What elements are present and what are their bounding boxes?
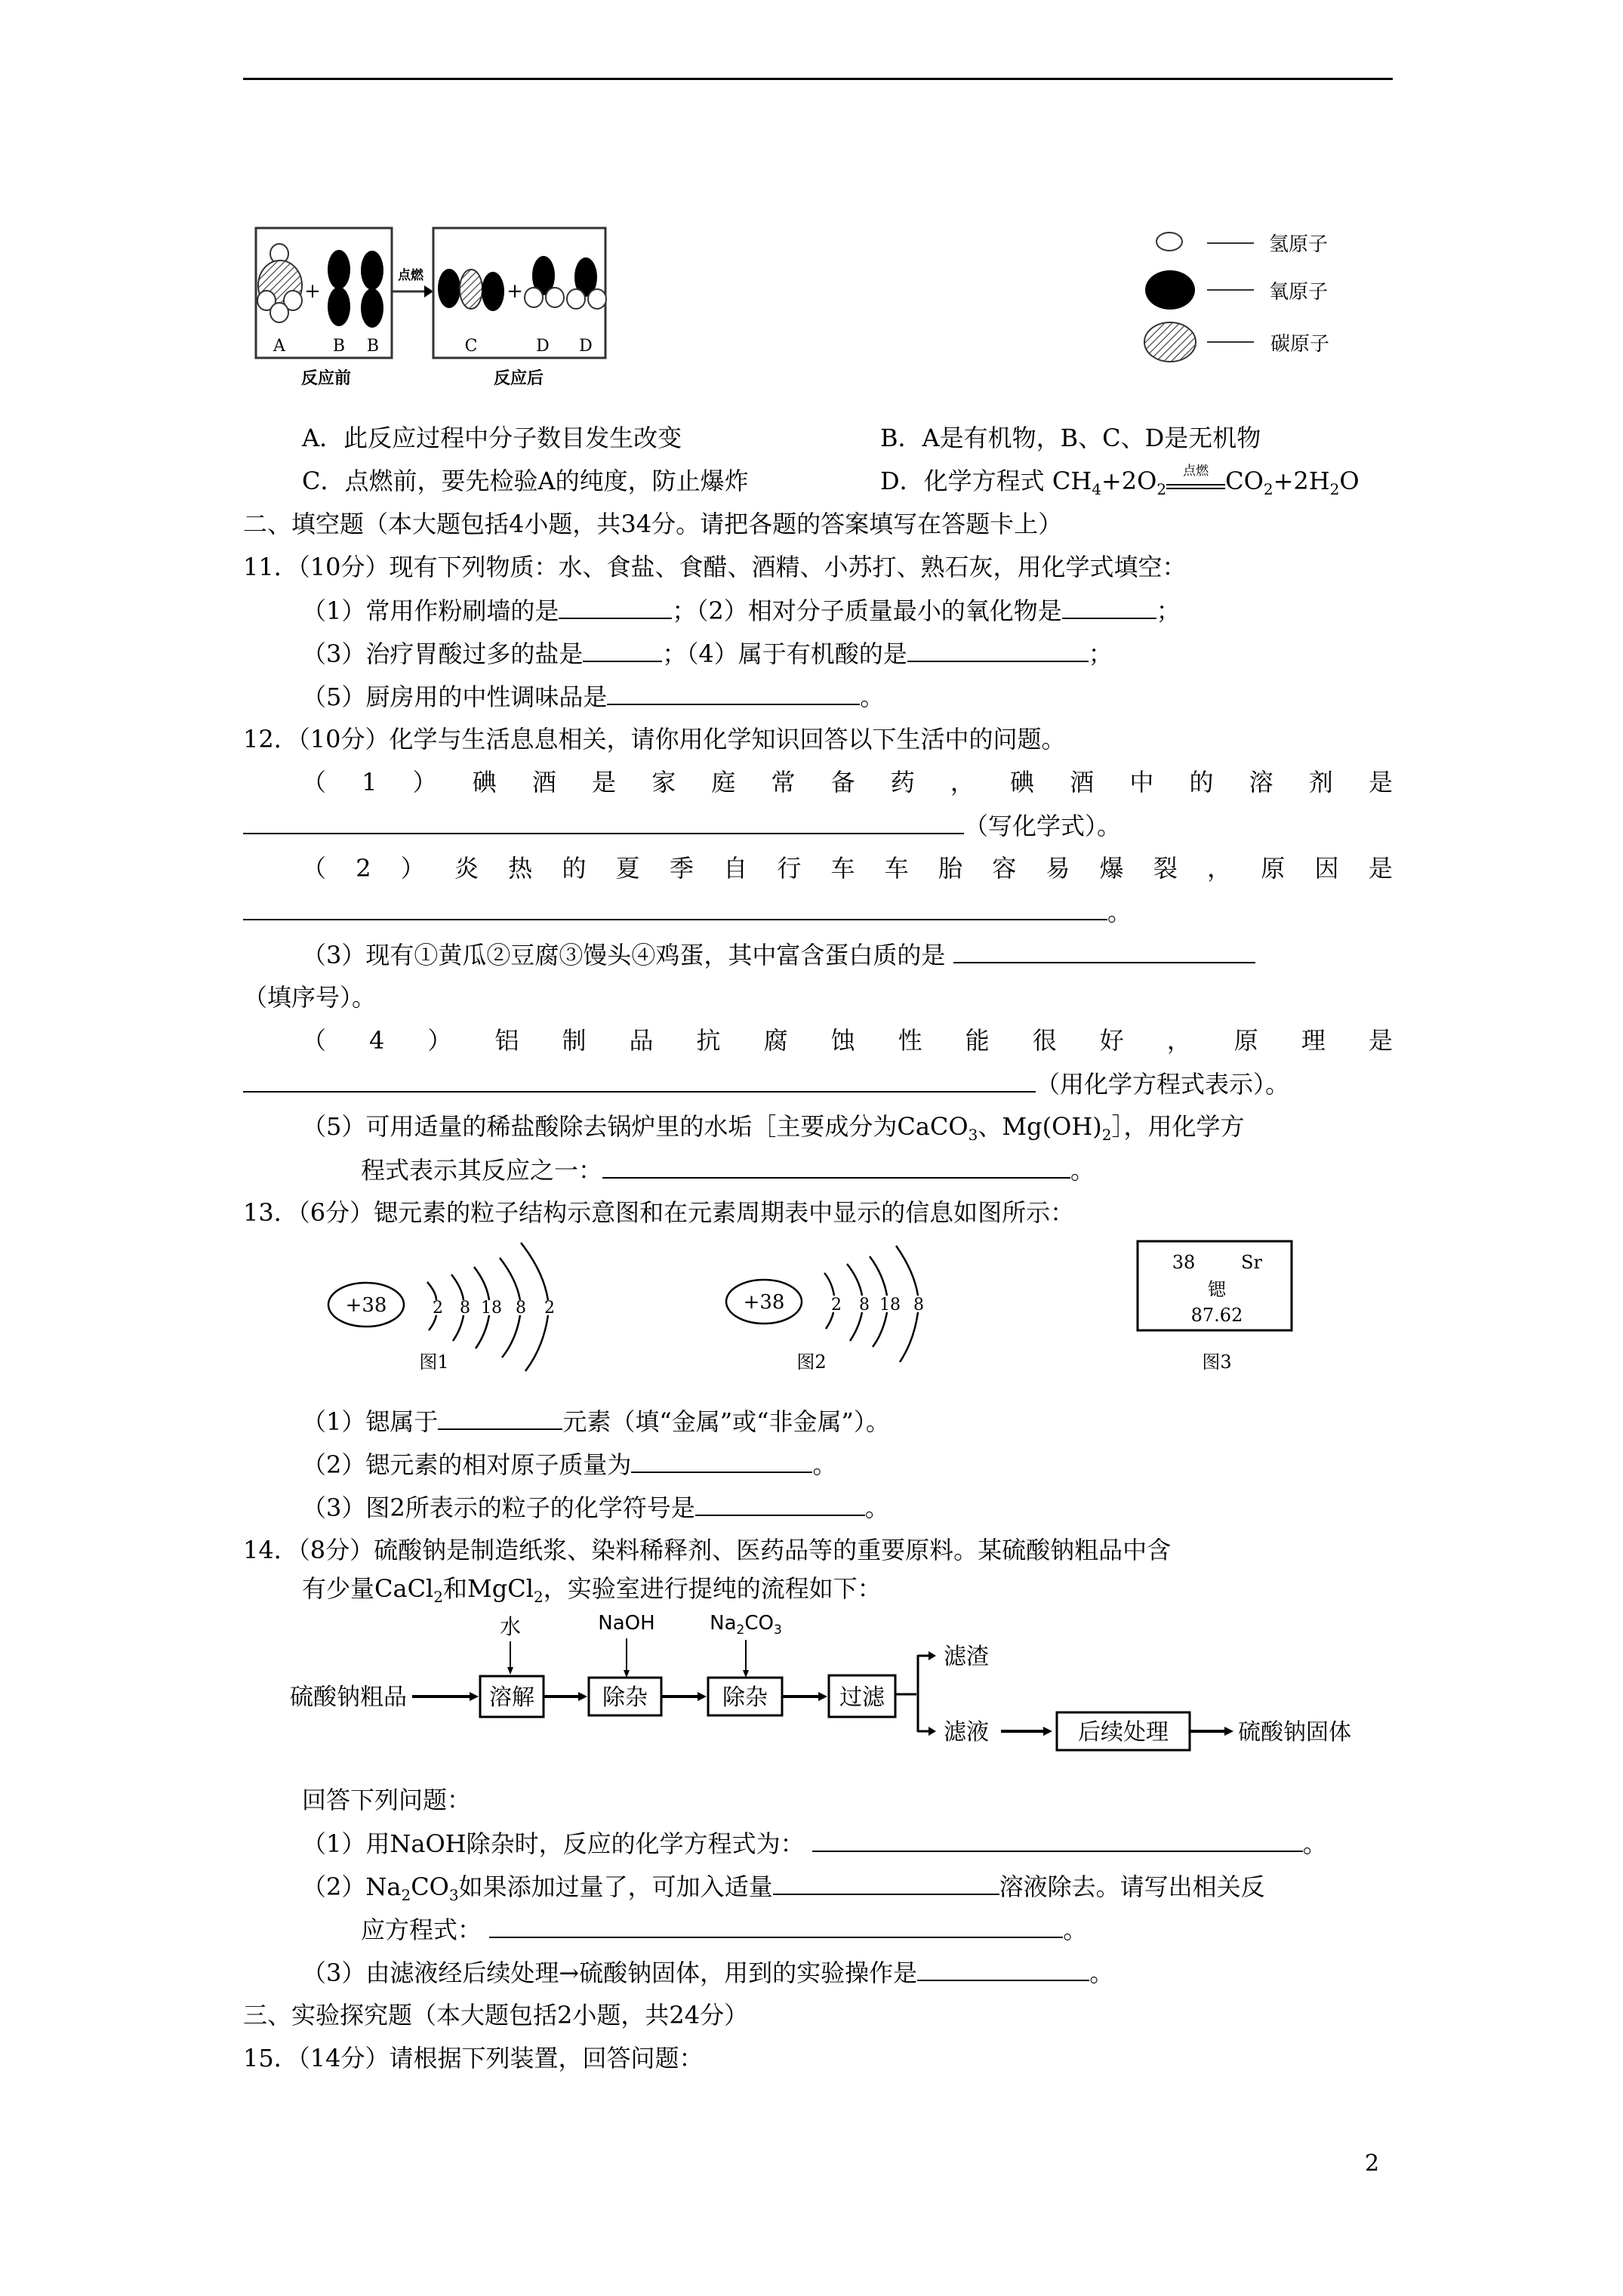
q12-part4-char: 制: [562, 1026, 587, 1055]
q12-part2-char: ，: [1207, 854, 1232, 883]
label-c: C: [464, 337, 478, 356]
q14-stem-line2: 有少量CaCl$_2$和MgCl$_2$，实验室进行提纯的流程如下：: [302, 1574, 882, 1606]
q12-part1-char: 是: [1368, 768, 1393, 797]
atom-structure-fig1: [328, 1243, 555, 1373]
q12-part2-char: （: [302, 854, 327, 883]
arrow-right-icon: [929, 1651, 936, 1660]
q12-part2-char: 是: [1368, 854, 1393, 883]
equation-condition: 点燃: [1183, 463, 1209, 479]
q12-part4-char: 能: [965, 1026, 990, 1055]
q12-part1-char: 碘: [472, 768, 497, 797]
sodium-sulfate-flowchart: [0, 1611, 1623, 1776]
option-d-prefix: D．化学方程式 CH: [880, 467, 1092, 495]
q12-part4-char: 蚀: [830, 1026, 855, 1055]
option-b: B．A是有机物，B、C、D是无机物: [880, 424, 1261, 452]
q14-part2: $(2)Na_2CO_3$如果添加过量了，可加入适量 溶液除去。请写出相关反: [302, 1869, 1265, 1912]
answer-blank[interactable]: [917, 1955, 1089, 1981]
answer-blank[interactable]: [907, 636, 1089, 662]
q12-part2-char: 季: [669, 854, 694, 883]
answer-blank[interactable]: [773, 1869, 999, 1895]
shell-count: 2: [544, 1299, 555, 1318]
q12-part1-line2: （写化学式）。: [243, 809, 1121, 843]
element-symbol: Sr: [1241, 1252, 1262, 1273]
q12-part4-char: 腐: [763, 1026, 788, 1055]
q11-line3: （5）厨房用的中性调味品是 。: [302, 680, 884, 713]
q12-stem: 12．（10分）化学与生活息息相关，请你用化学知识回答以下生活中的问题。: [243, 725, 1066, 754]
molecule-d: [525, 256, 564, 307]
q12-part4-char: 好: [1099, 1026, 1124, 1055]
q13-stem: 13．（6分）锶元素的粒子结构示意图和在元素周期表中显示的信息如图所示：: [243, 1198, 1075, 1227]
answer-blank[interactable]: [953, 938, 1255, 963]
q12-part2-char: 原: [1261, 854, 1286, 883]
molecule-b: [361, 251, 383, 328]
flow-start: 硫酸钠粗品: [290, 1684, 407, 1711]
q12-part3-tail: （填序号）。: [243, 983, 377, 1012]
q12-part2-char: 夏: [615, 854, 640, 883]
plus-sign: +: [507, 280, 523, 303]
q12-part1-char: 家: [651, 768, 676, 797]
element-name: 锶: [1208, 1279, 1226, 1300]
page-number: 2: [1365, 2150, 1380, 2177]
q12-part2-char: 爆: [1099, 854, 1124, 883]
q12-part4-char: 很: [1032, 1026, 1057, 1055]
q12-part1-char: 的: [1189, 768, 1214, 797]
q12-part4-char: 铝: [494, 1026, 519, 1055]
q12-part1-char: ）: [412, 768, 437, 797]
equals-condition: [1166, 463, 1225, 495]
q11-line2: （3）治疗胃酸过多的盐是 ；（4）属于有机酸的是 ；: [302, 636, 1113, 670]
arrow-right-icon: [578, 1692, 587, 1701]
shell-count: 2: [831, 1296, 842, 1314]
q12-part2-char: 胎: [938, 854, 962, 883]
step-filter-label: 过滤: [839, 1684, 885, 1711]
q12-part1-char: 庭: [711, 768, 736, 797]
q12-part1-char: 备: [830, 768, 855, 797]
answer-blank[interactable]: [438, 1404, 562, 1430]
option-a: A．此反应过程中分子数目发生改变: [302, 424, 682, 452]
q15-stem: 15．（14分）请根据下列装置，回答问题：: [243, 2044, 704, 2073]
arrow-right-icon: [698, 1692, 707, 1701]
legend-label-hydrogen: 氢原子: [1269, 233, 1329, 256]
q12-part1-char: 溶: [1249, 768, 1273, 797]
q13-part2: （2）锶元素的相对原子质量为 。: [302, 1447, 836, 1481]
answer-blank[interactable]: [631, 1447, 812, 1473]
q12-part2: [302, 852, 1393, 885]
arrow-right-icon: [1224, 1727, 1233, 1736]
option-d: D．化学方程式 $CH_4+2O_2$ 点燃 $CO_2+2H_2O$: [880, 463, 1360, 498]
legend-label-oxygen: 氧原子: [1269, 281, 1329, 304]
after-caption: 反应后: [493, 368, 544, 388]
q12-part2-char: 的: [562, 854, 587, 883]
nucleus-charge: +38: [743, 1291, 785, 1314]
label-d: D: [579, 337, 593, 356]
answer-blank[interactable]: [602, 1153, 1070, 1179]
atom-structure-fig2: [726, 1246, 924, 1373]
q11-line1: （1）常用作粉刷墙的是 ；（2）相对分子质量最小的氧化物是 ；: [302, 593, 1181, 627]
label-a: A: [273, 337, 285, 356]
atomic-number: 38: [1172, 1252, 1196, 1273]
q14-part3: （3）由滤液经后续处理→硫酸钠固体，用到的实验操作是 。: [302, 1955, 1113, 1989]
q12-part2-char: 裂: [1153, 854, 1178, 883]
q12-part2-char: ）: [400, 854, 425, 883]
arrow-right-icon: [470, 1692, 479, 1701]
reagent-water: 水: [499, 1614, 522, 1639]
nucleus-charge: +38: [345, 1294, 387, 1317]
shell-count: 8: [516, 1299, 526, 1318]
q12-part1-char: ，: [950, 768, 975, 797]
q12-part2-char: 热: [508, 854, 533, 883]
step-remove-impurity-1-label: 除杂: [602, 1684, 648, 1711]
shell-count: 2: [433, 1299, 443, 1318]
answer-blank[interactable]: [243, 1067, 1036, 1093]
label-d: D: [536, 337, 550, 356]
fig1-caption: 图1: [419, 1351, 449, 1373]
q12-part4-char: 品: [629, 1026, 654, 1055]
arrow-right-icon: [818, 1692, 827, 1701]
answer-blank[interactable]: [243, 895, 1107, 920]
q12-part4-char: 4: [369, 1026, 385, 1055]
answer-blank[interactable]: [243, 809, 964, 834]
hydrogen-legend-icon: [1156, 233, 1182, 251]
label-b: B: [366, 337, 380, 356]
q12-part1-char: 常: [771, 768, 796, 797]
shell-count: 8: [913, 1296, 924, 1314]
q12-part4: [302, 1024, 1393, 1057]
step-remove-impurity-2-label: 除杂: [722, 1684, 768, 1711]
legend: [1144, 233, 1329, 362]
section-3-heading: 三、实验探究题（本大题包括2小题，共24分）: [243, 2001, 749, 2029]
q12-part2-char: 自: [723, 854, 748, 883]
q12-part2-char: 车: [830, 854, 855, 883]
molecule-c: [438, 269, 504, 311]
q12-part2-char: 容: [992, 854, 1017, 883]
q12-part2-char: 易: [1046, 854, 1070, 883]
atomic-mass: 87.62: [1190, 1305, 1243, 1326]
q12-part4-char: 理: [1301, 1026, 1326, 1055]
arrow-down-icon: [507, 1667, 513, 1675]
plus-sign: +: [304, 280, 321, 303]
label-b: B: [332, 337, 346, 356]
q12-part2-char: 行: [777, 854, 802, 883]
option-c: C．点燃前，要先检验A的纯度，防止爆炸: [302, 467, 749, 495]
answer-blank[interactable]: [812, 1826, 1303, 1852]
answer-blank[interactable]: [607, 680, 860, 705]
q12-part1-char: 中: [1129, 768, 1154, 797]
q12-part4-char: 抗: [696, 1026, 721, 1055]
arrow-right-icon: [1043, 1727, 1052, 1736]
legend-label-carbon: 碳原子: [1270, 333, 1330, 356]
q12-part1-char: 酒: [531, 768, 556, 797]
q12-part4-char: ）: [427, 1026, 452, 1055]
q12-part1-char: 碘: [1010, 768, 1035, 797]
q12-part4-char: 原: [1233, 1026, 1258, 1055]
step-post-processing-label: 后续处理: [1078, 1719, 1169, 1746]
before-caption: 反应前: [300, 368, 352, 388]
q14-answer-prompt: 回答下列问题：: [302, 1786, 472, 1814]
shell-count: 18: [879, 1296, 901, 1314]
molecule-b: [328, 250, 350, 326]
q12-part2-char: 车: [884, 854, 909, 883]
reagent-na2co3: $Na_2CO_3$: [710, 1612, 782, 1638]
fig3-caption: 图3: [1202, 1351, 1232, 1373]
q12-part1-char: 酒: [1070, 768, 1095, 797]
answer-blank[interactable]: [695, 1490, 865, 1516]
q14-part1: （1）用NaOH除杂时，反应的化学方程式为： 。: [302, 1826, 1327, 1860]
q12-part5: （5）可用适量的稀盐酸除去锅炉里的水垢［主要成分为CaCO$_3$、$Mg(OH)_2]$，用化学方: [302, 1112, 1245, 1144]
flow-residue: 滤渣: [944, 1644, 989, 1670]
q12-part4-char: （: [302, 1026, 327, 1055]
answer-blank[interactable]: [489, 1912, 1063, 1938]
q12-part4-char: 性: [898, 1026, 922, 1055]
step-dissolve-label: 溶解: [489, 1684, 534, 1711]
q12-part2-char: 2: [356, 854, 371, 883]
q12-part1-char: 药: [890, 768, 915, 797]
shell-count: 8: [460, 1299, 470, 1318]
molecule-a: [257, 244, 302, 322]
fig2-caption: 图2: [796, 1351, 827, 1373]
q13-part3: （3）图2所表示的粒子的化学符号是 。: [302, 1490, 889, 1524]
section-2-heading: 二、填空题（本大题包括4小题，共34分。请把各题的答案填写在答题卡上）: [243, 510, 1063, 538]
q12-part4-line2: （用化学方程式表示）。: [243, 1067, 1289, 1101]
arrow-right-icon: [929, 1727, 936, 1736]
strontium-figures: [302, 1238, 1359, 1389]
oxygen-legend-icon: [1145, 270, 1195, 310]
shell-count: 18: [481, 1299, 502, 1318]
reaction-figure: [0, 0, 1623, 408]
q11-stem: 11．（10分）现有下列物质：水、食盐、食醋、酒精、小苏打、熟石灰，用化学式填空：: [243, 553, 1187, 581]
q12-part1: [302, 766, 1393, 799]
flow-end: 硫酸钠固体: [1238, 1719, 1351, 1746]
flow-filtrate: 滤液: [944, 1719, 989, 1746]
q12-part4-char: 是: [1368, 1026, 1393, 1055]
q12-part2-char: 炎: [454, 854, 479, 883]
q12-part2-line2: 。: [243, 895, 1132, 929]
q12-part3: （3）现有①黄瓜②豆腐③馒头④鸡蛋，其中富含蛋白质的是: [302, 938, 1255, 972]
periodic-table-cell: [1138, 1241, 1292, 1373]
condition-label: 点燃: [398, 268, 423, 283]
answer-blank[interactable]: [1062, 593, 1156, 619]
answer-blank[interactable]: [583, 636, 662, 662]
reagent-naoh: NaOH: [598, 1612, 655, 1635]
answer-blank[interactable]: [559, 593, 672, 619]
q13-part1: （1）锶属于 元素（填“金属”或“非金属”）。: [302, 1404, 890, 1438]
shell-count: 8: [859, 1296, 870, 1314]
carbon-legend-icon: [1144, 322, 1196, 362]
q12-part1-char: 剂: [1308, 768, 1333, 797]
arrow-head-icon: [424, 285, 433, 297]
molecule-d: [567, 257, 606, 309]
q12-part4-char: ，: [1166, 1026, 1191, 1055]
q14-part2-line2: 应方程式： 。: [361, 1912, 1087, 1946]
q12-part1-char: （: [302, 768, 327, 797]
q12-part2-char: 因: [1314, 854, 1339, 883]
q12-part5-line2: 程式表示其反应之一： 。: [361, 1153, 1095, 1187]
q14-stem-line1: 14．（8分）硫酸钠是制造纸浆、染料稀释剂、医药品等的重要原料。某硫酸钠粗品中含: [243, 1536, 1172, 1564]
q12-part1-char: 是: [592, 768, 617, 797]
q12-part1-char: 1: [362, 768, 377, 797]
